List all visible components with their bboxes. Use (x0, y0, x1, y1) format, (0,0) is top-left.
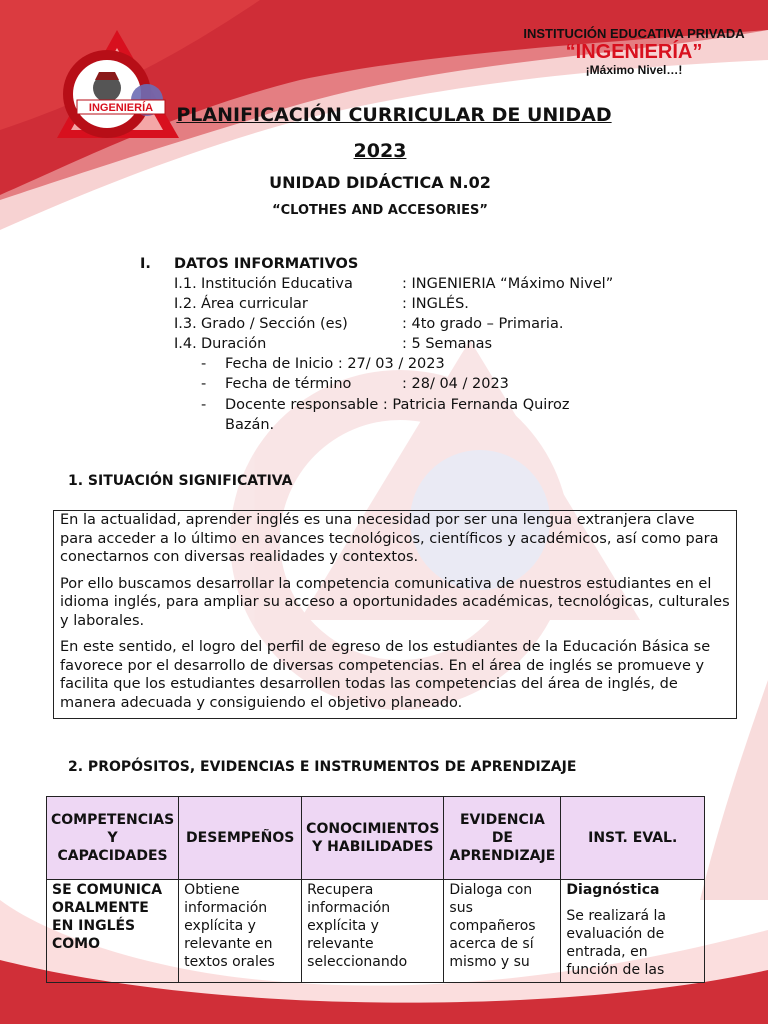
situacion-box (53, 510, 737, 719)
school-logo (55, 28, 180, 153)
datos-row-number: I.1. (174, 276, 197, 292)
datos-row (174, 336, 493, 352)
datos-row-value: : 4to grado – Primaria. (402, 316, 564, 332)
column-header: INST. EVAL. (561, 797, 705, 880)
subitem-text: Docente responsable : Patricia Fernanda Quiroz (225, 397, 570, 413)
subitem-dash: - (201, 397, 207, 413)
unit-topic: “CLOTHES AND ACCESORIES” (272, 203, 488, 218)
institution-motto: ¡Máximo Nivel…! (585, 63, 683, 77)
datos-row-number: I.4. (174, 336, 197, 352)
propositos-table (46, 796, 705, 983)
datos-subitem (201, 376, 509, 392)
situacion-paragraph: Por ello buscamos desarrollar la competencia comunicativa de nuestros estudiantes en el idioma inglés, para ampliar su acceso a oportunidades académicas, tecnológicas, culturales y laborales. (60, 575, 730, 629)
subitem-label: Fecha de término (225, 376, 352, 392)
column-header: COMPETENCIAS Y CAPACIDADES (47, 797, 179, 880)
datos-row-value: : INGLÉS. (402, 296, 469, 312)
evidencia-cell: Dialoga con sus compañeros acerca de sí mismo y su (444, 880, 561, 983)
column-header: CONOCIMIENTOS Y HABILIDADES (302, 797, 444, 880)
datos-row (174, 316, 564, 332)
datos-row-number: I.2. (174, 296, 197, 312)
datos-subitem (201, 356, 445, 372)
logo-text: INGENIERÍA (88, 102, 154, 114)
propositos-heading: 2. PROPÓSITOS, EVIDENCIAS E INSTRUMENTOS DE APRENDIZAJE (68, 759, 577, 775)
subitem-dash: - (201, 376, 207, 392)
datos-row-label: Institución Educativa (201, 276, 353, 292)
institution-header (504, 26, 764, 77)
situacion-paragraph: En este sentido, el logro del perfil de egreso de los estudiantes de la Educación Básica se favorece por el desarrollo de diversas competencias. En el área de inglés se promueve y facilita que los estudiantes desarrollen todas las competencias del área de inglés, de manera adecuada y consiguiendo el objetivo planeado. (60, 639, 711, 711)
page-title-year: 2023 (353, 140, 407, 162)
datos-subitem-continuation: Bazán. (225, 417, 275, 433)
subitem-value: : 28/ 04 / 2023 (402, 376, 509, 392)
datos-row-label: Grado / Sección (es) (201, 316, 348, 332)
column-header: EVIDENCIA DE APRENDIZAJE (444, 797, 561, 880)
datos-subitem (201, 397, 569, 413)
section-datos-heading (140, 256, 358, 272)
situacion-paragraph: En la actualidad, aprender inglés es una necesidad por ser una lengua extranjera clave para acceder a lo último en avances tecnológicos, científicos y académicos, así como para conectarnos con diversas realidades y contextos. (60, 512, 719, 565)
competencia-cell: SE COMUNICA ORALMENTE EN INGLÉS COMO (47, 880, 179, 983)
datos-row-value: : INGENIERIA “Máximo Nivel” (402, 276, 614, 292)
conocimiento-cell: Recupera información explícita y relevante seleccionando (302, 880, 444, 983)
datos-row (174, 276, 614, 292)
desempeno-cell: Obtiene información explícita y relevante en textos orales (179, 880, 302, 983)
table-row (47, 880, 705, 983)
unit-title: UNIDAD DIDÁCTICA N.02 (269, 173, 491, 192)
datos-row (174, 296, 469, 312)
section-title: DATOS INFORMATIVOS (174, 256, 359, 272)
instrumento-title: Diagnóstica (566, 882, 660, 898)
datos-row-label: Área curricular (201, 296, 308, 312)
table-header-row (47, 797, 705, 880)
instrumento-text: Se realizará la evaluación de entrada, en función de las (566, 908, 666, 978)
section-number: I. (140, 256, 151, 272)
datos-row-number: I.3. (174, 316, 197, 332)
page-title: PLANIFICACIÓN CURRICULAR DE UNIDAD (176, 104, 612, 126)
subitem-dash: - (201, 356, 207, 372)
subitem-text: Fecha de Inicio : 27/ 03 / 2023 (225, 356, 445, 372)
datos-row-label: Duración (201, 336, 267, 352)
situacion-heading: 1. SITUACIÓN SIGNIFICATIVA (68, 473, 293, 489)
datos-row-value: : 5 Semanas (402, 336, 493, 352)
institution-name: “INGENIERÍA” (565, 41, 703, 63)
institution-line: INSTITUCIÓN EDUCATIVA PRIVADA (523, 26, 745, 41)
column-header: DESEMPEÑOS (179, 797, 302, 880)
instrumento-cell (561, 880, 705, 983)
